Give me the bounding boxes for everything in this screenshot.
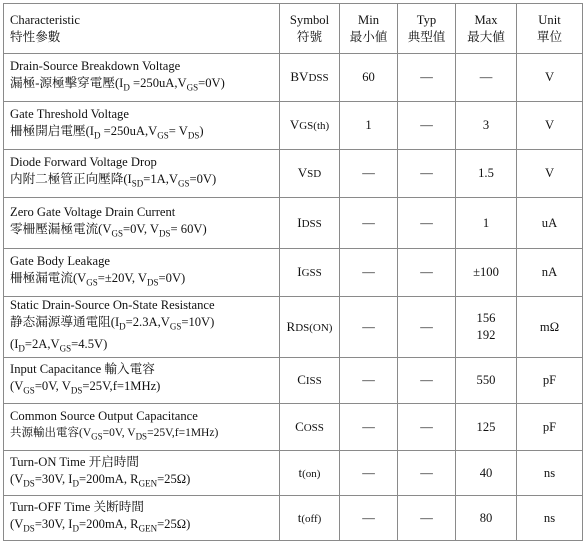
characteristic-cell — [4, 102, 280, 150]
table-row — [4, 198, 583, 249]
characteristic-name: Static Drain-Source On-State Resistance — [10, 298, 215, 312]
unit-cell: V — [517, 102, 583, 150]
max-cell: 550 — [456, 358, 517, 404]
characteristic-cell — [4, 297, 280, 358]
characteristic-name: Turn-OFF Time 关断時間 — [10, 499, 144, 514]
header-symbol-cn: 符號 — [296, 29, 323, 44]
characteristic-condition: ($V_{DS}=30V$, $I_D=200mA$, $R_{GEN}=25\Omega$) — [10, 516, 191, 534]
max-value-2: 192 — [476, 328, 496, 343]
min-cell: — — [340, 451, 398, 496]
unit-cell: nA — [517, 249, 583, 297]
typ-cell: — — [398, 451, 456, 496]
characteristic-condition: 内附二極管正向壓降$(I_{SD}=1A,V_{GS}=0V)$ — [10, 172, 217, 189]
characteristic-cell — [4, 358, 280, 404]
characteristic-cell — [4, 198, 280, 249]
characteristic-condition: 柵極開启電壓$(I_D =250uA,V_{GS}= V_{DS})$ — [10, 124, 204, 141]
min-cell: 1 — [340, 102, 398, 150]
max-cell: — — [456, 54, 517, 102]
header-symbol-en: Symbol — [289, 12, 330, 27]
characteristic-name: Input Capacitance 輸入電容 — [10, 362, 155, 377]
characteristic-cell — [4, 54, 280, 102]
header-min-en: Min — [358, 12, 379, 27]
max-cell: 1.5 — [456, 150, 517, 198]
typ-cell: — — [398, 297, 456, 358]
characteristic-condition: 静态漏源導通電阻$(I_D=2.3A,V_{GS}=10V)$ — [10, 315, 215, 332]
header-unit-cn: 單位 — [536, 29, 563, 44]
table-row — [4, 496, 583, 541]
symbol-cell: CISS — [280, 358, 340, 404]
header-characteristic-en: Characteristic — [10, 12, 80, 27]
max-cell: 125 — [456, 404, 517, 451]
header-symbol — [280, 4, 340, 54]
min-cell: 60 — [340, 54, 398, 102]
max-value-1: 156 — [476, 311, 496, 326]
table-row — [4, 451, 583, 496]
symbol-cell: BVDSS — [280, 54, 340, 102]
unit-cell: ns — [517, 451, 583, 496]
characteristic-name: Gate Threshold Voltage — [10, 107, 129, 122]
typ-cell: — — [398, 102, 456, 150]
typ-cell: — — [398, 150, 456, 198]
min-cell: — — [340, 404, 398, 451]
unit-cell: pF — [517, 358, 583, 404]
table-row — [4, 102, 583, 150]
header-max-cn: 最大値 — [467, 29, 505, 44]
typ-cell: — — [398, 198, 456, 249]
header-min-cn: 最小値 — [349, 29, 388, 44]
symbol-cell: COSS — [280, 404, 340, 451]
header-max — [456, 4, 517, 54]
characteristic-name: Diode Forward Voltage Drop — [10, 155, 157, 170]
unit-cell: uA — [517, 198, 583, 249]
characteristic-condition: 零柵壓漏極電流($V_{GS}=0V$, $V_{DS}= 60V$) — [10, 221, 207, 239]
header-typ-en: Typ — [416, 12, 437, 27]
typ-cell: — — [398, 54, 456, 102]
header-characteristic-cn: 特性參數 — [10, 29, 61, 44]
max-cell: 80 — [456, 496, 517, 541]
symbol-cell: VGS(th) — [280, 102, 340, 150]
symbol-cell: RDS(ON) — [280, 297, 340, 358]
characteristic-condition: 柵極漏電流($V_{GS}=\pm 20V$, $V_{DS}=0V$) — [10, 271, 186, 288]
characteristic-cell — [4, 496, 280, 541]
characteristic-condition: ($V_{DS}=30V$, $I_D=200mA$, $R_{GEN}=25\Omega$) — [10, 471, 191, 489]
characteristic-condition-2: $(I_D=2A,V_{GS}=4.5V)$ — [10, 336, 108, 354]
characteristic-cell — [4, 451, 280, 496]
unit-cell: V — [517, 150, 583, 198]
symbol-cell: t(on) — [280, 451, 340, 496]
min-cell: — — [340, 496, 398, 541]
header-unit-en: Unit — [538, 12, 561, 27]
max-cell: 1 — [456, 198, 517, 249]
min-cell: — — [340, 358, 398, 404]
max-cell: ±100 — [456, 249, 517, 297]
specification-table — [3, 3, 583, 541]
min-cell: — — [340, 150, 398, 198]
unit-cell: V — [517, 54, 583, 102]
symbol-cell: IGSS — [280, 249, 340, 297]
typ-cell: — — [398, 496, 456, 541]
max-cell: 40 — [456, 451, 517, 496]
max-cell: 3 — [456, 102, 517, 150]
table-row — [4, 297, 583, 358]
table-row — [4, 358, 583, 404]
characteristic-name: Common Source Output Capacitance — [10, 409, 198, 424]
min-cell: — — [340, 297, 398, 358]
header-typ-cn: 典型值 — [407, 29, 446, 44]
table-row — [4, 54, 583, 102]
characteristic-cell — [4, 150, 280, 198]
characteristic-condition: 共源輸出電容($V_{GS}=0V$, $V_{DS}=25V,f=1MHz$) — [10, 427, 219, 442]
symbol-cell: IDSS — [280, 198, 340, 249]
characteristic-name: Zero Gate Voltage Drain Current — [10, 204, 176, 219]
table-row — [4, 150, 583, 198]
characteristic-name: Drain-Source Breakdown Voltage — [10, 59, 181, 74]
typ-cell: — — [398, 358, 456, 404]
header-row — [4, 4, 583, 54]
characteristic-condition: ($V_{GS}=0V$, $V_{DS}=25V,f=1MHz$) — [10, 379, 161, 396]
table-row — [4, 404, 583, 451]
max-cell — [456, 297, 517, 358]
characteristic-name: Gate Body Leakage — [10, 254, 111, 269]
header-characteristic — [4, 4, 280, 54]
header-max-en: Max — [474, 12, 498, 27]
table-row — [4, 249, 583, 297]
symbol-cell: VSD — [280, 150, 340, 198]
typ-cell: — — [398, 404, 456, 451]
typ-cell: — — [398, 249, 456, 297]
min-cell: — — [340, 249, 398, 297]
header-typ — [398, 4, 456, 54]
header-min — [340, 4, 398, 54]
unit-cell: pF — [517, 404, 583, 451]
characteristic-cell — [4, 249, 280, 297]
min-cell: — — [340, 198, 398, 249]
characteristic-condition: 漏極-源極擊穿電壓$(I_D =250uA,V_{GS}=0V)$ — [10, 76, 225, 93]
symbol-cell: t(off) — [280, 496, 340, 541]
unit-cell: mΩ — [517, 297, 583, 358]
characteristic-cell — [4, 404, 280, 451]
header-unit — [517, 4, 583, 54]
characteristic-name: Turn-ON Time 开启時間 — [10, 454, 139, 469]
unit-cell: ns — [517, 496, 583, 541]
